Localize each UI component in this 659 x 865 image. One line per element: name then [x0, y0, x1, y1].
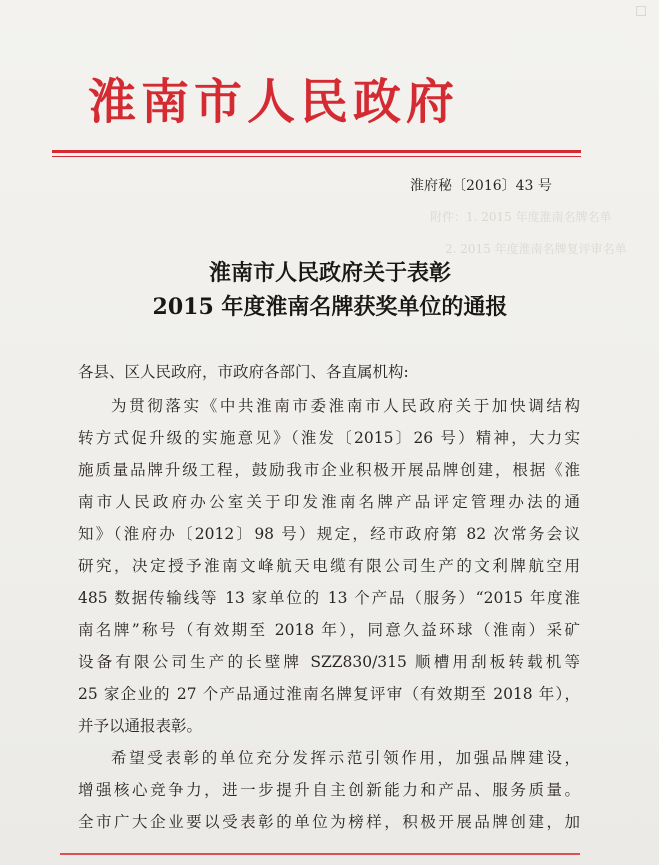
salutation: 各县、区人民政府，市政府各部门、各直属机构:	[78, 363, 409, 381]
body-line: 增强核心竞争力，进一步提升自主创新能力和产品、服务质量。	[78, 781, 580, 799]
body-line: 南市人民政府办公室关于印发淮南名牌产品评定管理办法的通	[78, 493, 580, 511]
red-rule-thick	[52, 150, 581, 153]
document-title-line-1: 淮南市人民政府关于表彰	[208, 260, 451, 286]
footer-red-rule	[60, 853, 580, 855]
body-line: 知》（淮府办〔2012〕98 号）规定，经市政府第 82 次常务会议	[78, 525, 580, 543]
bleed-through-text-2: 2. 2015 年度淮南名牌复评审名单	[445, 242, 627, 256]
body-line: 研究，决定授予淮南文峰航天电缆有限公司生产的文利牌航空用	[78, 557, 580, 575]
body-line: 485 数据传输线等 13 家单位的 13 个产品（服务）“2015 年度淮	[78, 589, 580, 607]
document-reference-number: 淮府秘〔2016〕43 号	[410, 178, 552, 194]
document-title-line-2: 2015 年度淮南名牌获奖单位的通报	[152, 294, 508, 320]
body-line: 南名牌”称号（有效期至 2018 年），同意久益环球（淮南）采矿	[78, 621, 580, 639]
body-line: 施质量品牌升级工程，鼓励我市企业积极开展品牌创建，根据《淮	[78, 461, 580, 479]
body-line: 希望受表彰的单位充分发挥示范引领作用，加强品牌建设，	[111, 749, 580, 767]
body-line: 为贯彻落实《中共淮南市委淮南市人民政府关于加快调结构	[111, 397, 580, 415]
body-line: 并予以通报表彰。	[78, 717, 203, 735]
corner-mark	[636, 6, 646, 16]
government-title: 淮南市人民政府	[88, 74, 460, 130]
body-line: 设备有限公司生产的长壁牌 SZZ830/315 顺槽用刮板转载机等	[78, 653, 580, 671]
body-line: 25 家企业的 27 个产品通过淮南名牌复评审（有效期至 2018 年），	[78, 685, 580, 703]
body-line: 转方式促升级的实施意见》（淮发〔2015〕26 号）精神，大力实	[78, 429, 580, 447]
body-line: 全市广大企业要以受表彰的单位为榜样，积极开展品牌创建，加	[78, 813, 580, 831]
bleed-through-text-1: 附件：1. 2015 年度淮南名牌名单	[430, 210, 612, 224]
red-rule-thin	[52, 156, 581, 157]
